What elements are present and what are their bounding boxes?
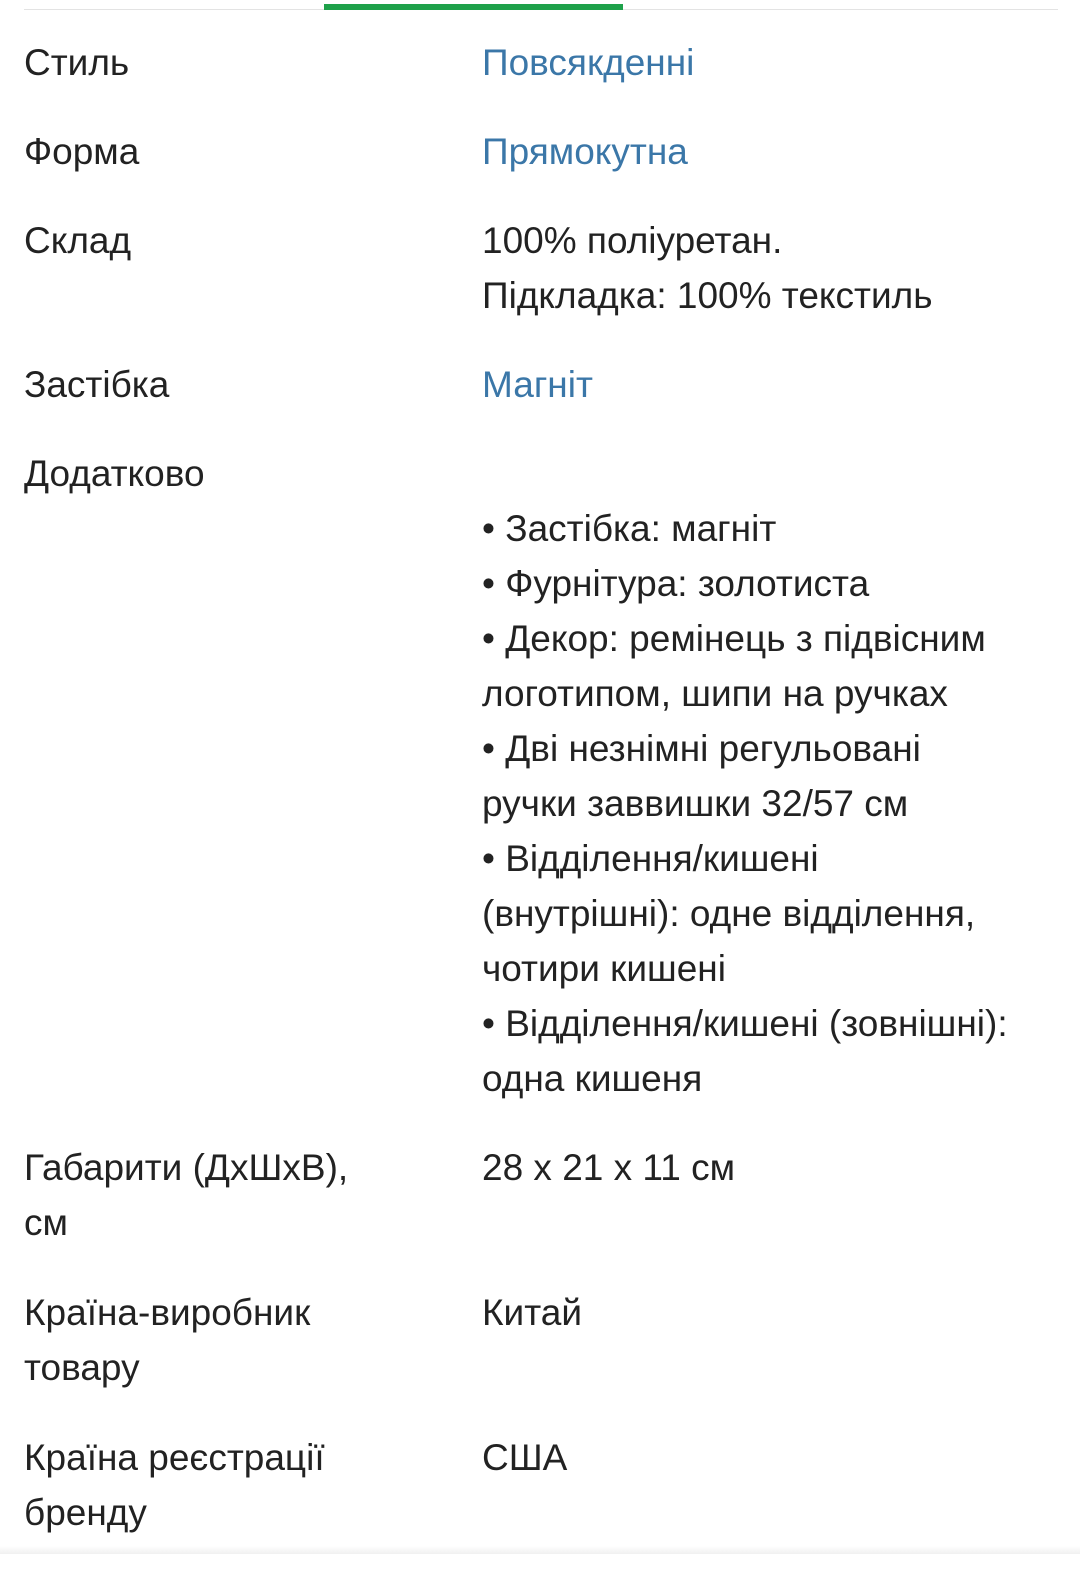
spec-value bbox=[482, 446, 1064, 1106]
spec-label: Склад bbox=[24, 220, 132, 261]
spec-value-link[interactable]: Магніт bbox=[482, 364, 593, 405]
spec-value-line: (внутрішні): одне відділення, bbox=[482, 893, 976, 934]
spec-value-line: • Відділення/кишені bbox=[482, 838, 819, 879]
bottom-shadow bbox=[0, 1546, 1080, 1554]
spec-value-line: логотипом, шипи на ручках bbox=[482, 673, 948, 714]
spec-row-fastener bbox=[24, 357, 1064, 446]
spec-row-style bbox=[24, 35, 1064, 124]
spec-value-line: • Декор: ремінець з підвісним bbox=[482, 618, 986, 659]
spec-label-line: бренду bbox=[24, 1492, 147, 1533]
spec-label: Застібка bbox=[24, 364, 170, 405]
spec-value-line: • Дві незнімні регульовані bbox=[482, 728, 921, 769]
spec-value bbox=[482, 213, 1064, 323]
spec-value-line: Підкладка: 100% текстиль bbox=[482, 275, 933, 316]
spec-value-line: • Відділення/кишені (зовнішні): bbox=[482, 1003, 1008, 1044]
spec-value: 28 x 21 x 11 см bbox=[482, 1147, 736, 1188]
spec-label-line: Країна реєстрації bbox=[24, 1437, 325, 1478]
spec-row-dimensions bbox=[24, 1140, 1064, 1285]
spec-label: Додатково bbox=[24, 453, 205, 494]
spec-label: Форма bbox=[24, 131, 140, 172]
spec-value-line: ручки заввишки 32/57 см bbox=[482, 783, 909, 824]
spec-label-line: товару bbox=[24, 1347, 140, 1388]
spec-label bbox=[24, 1430, 482, 1540]
spec-row-composition bbox=[24, 213, 1064, 357]
spec-value-line: чотири кишені bbox=[482, 948, 726, 989]
spec-row-additional bbox=[24, 446, 1064, 1140]
spec-label bbox=[24, 1285, 482, 1395]
spec-value-link[interactable]: Повсякденні bbox=[482, 42, 695, 83]
spec-value-link[interactable]: Прямокутна bbox=[482, 131, 688, 172]
active-tab-indicator bbox=[324, 4, 623, 10]
spec-value-line: • Застібка: магніт bbox=[482, 508, 777, 549]
spec-value-line: 100% поліуретан. bbox=[482, 220, 783, 261]
spec-label-line: Габарити (ДхШхВ), bbox=[24, 1147, 349, 1188]
spec-value: Китай bbox=[482, 1292, 582, 1333]
spec-label: Стиль bbox=[24, 42, 130, 83]
spec-value-line bbox=[482, 446, 1064, 501]
spec-label bbox=[24, 1140, 482, 1250]
specifications-list bbox=[24, 35, 1064, 1570]
spec-label-line: см bbox=[24, 1202, 68, 1243]
spec-label-line: Країна-виробник bbox=[24, 1292, 311, 1333]
spec-row-country-of-origin bbox=[24, 1285, 1064, 1430]
spec-row-shape bbox=[24, 124, 1064, 213]
spec-value: США bbox=[482, 1437, 568, 1478]
spec-value-line: • Фурнітура: золотиста bbox=[482, 563, 870, 604]
spec-value-line: одна кишеня bbox=[482, 1058, 703, 1099]
